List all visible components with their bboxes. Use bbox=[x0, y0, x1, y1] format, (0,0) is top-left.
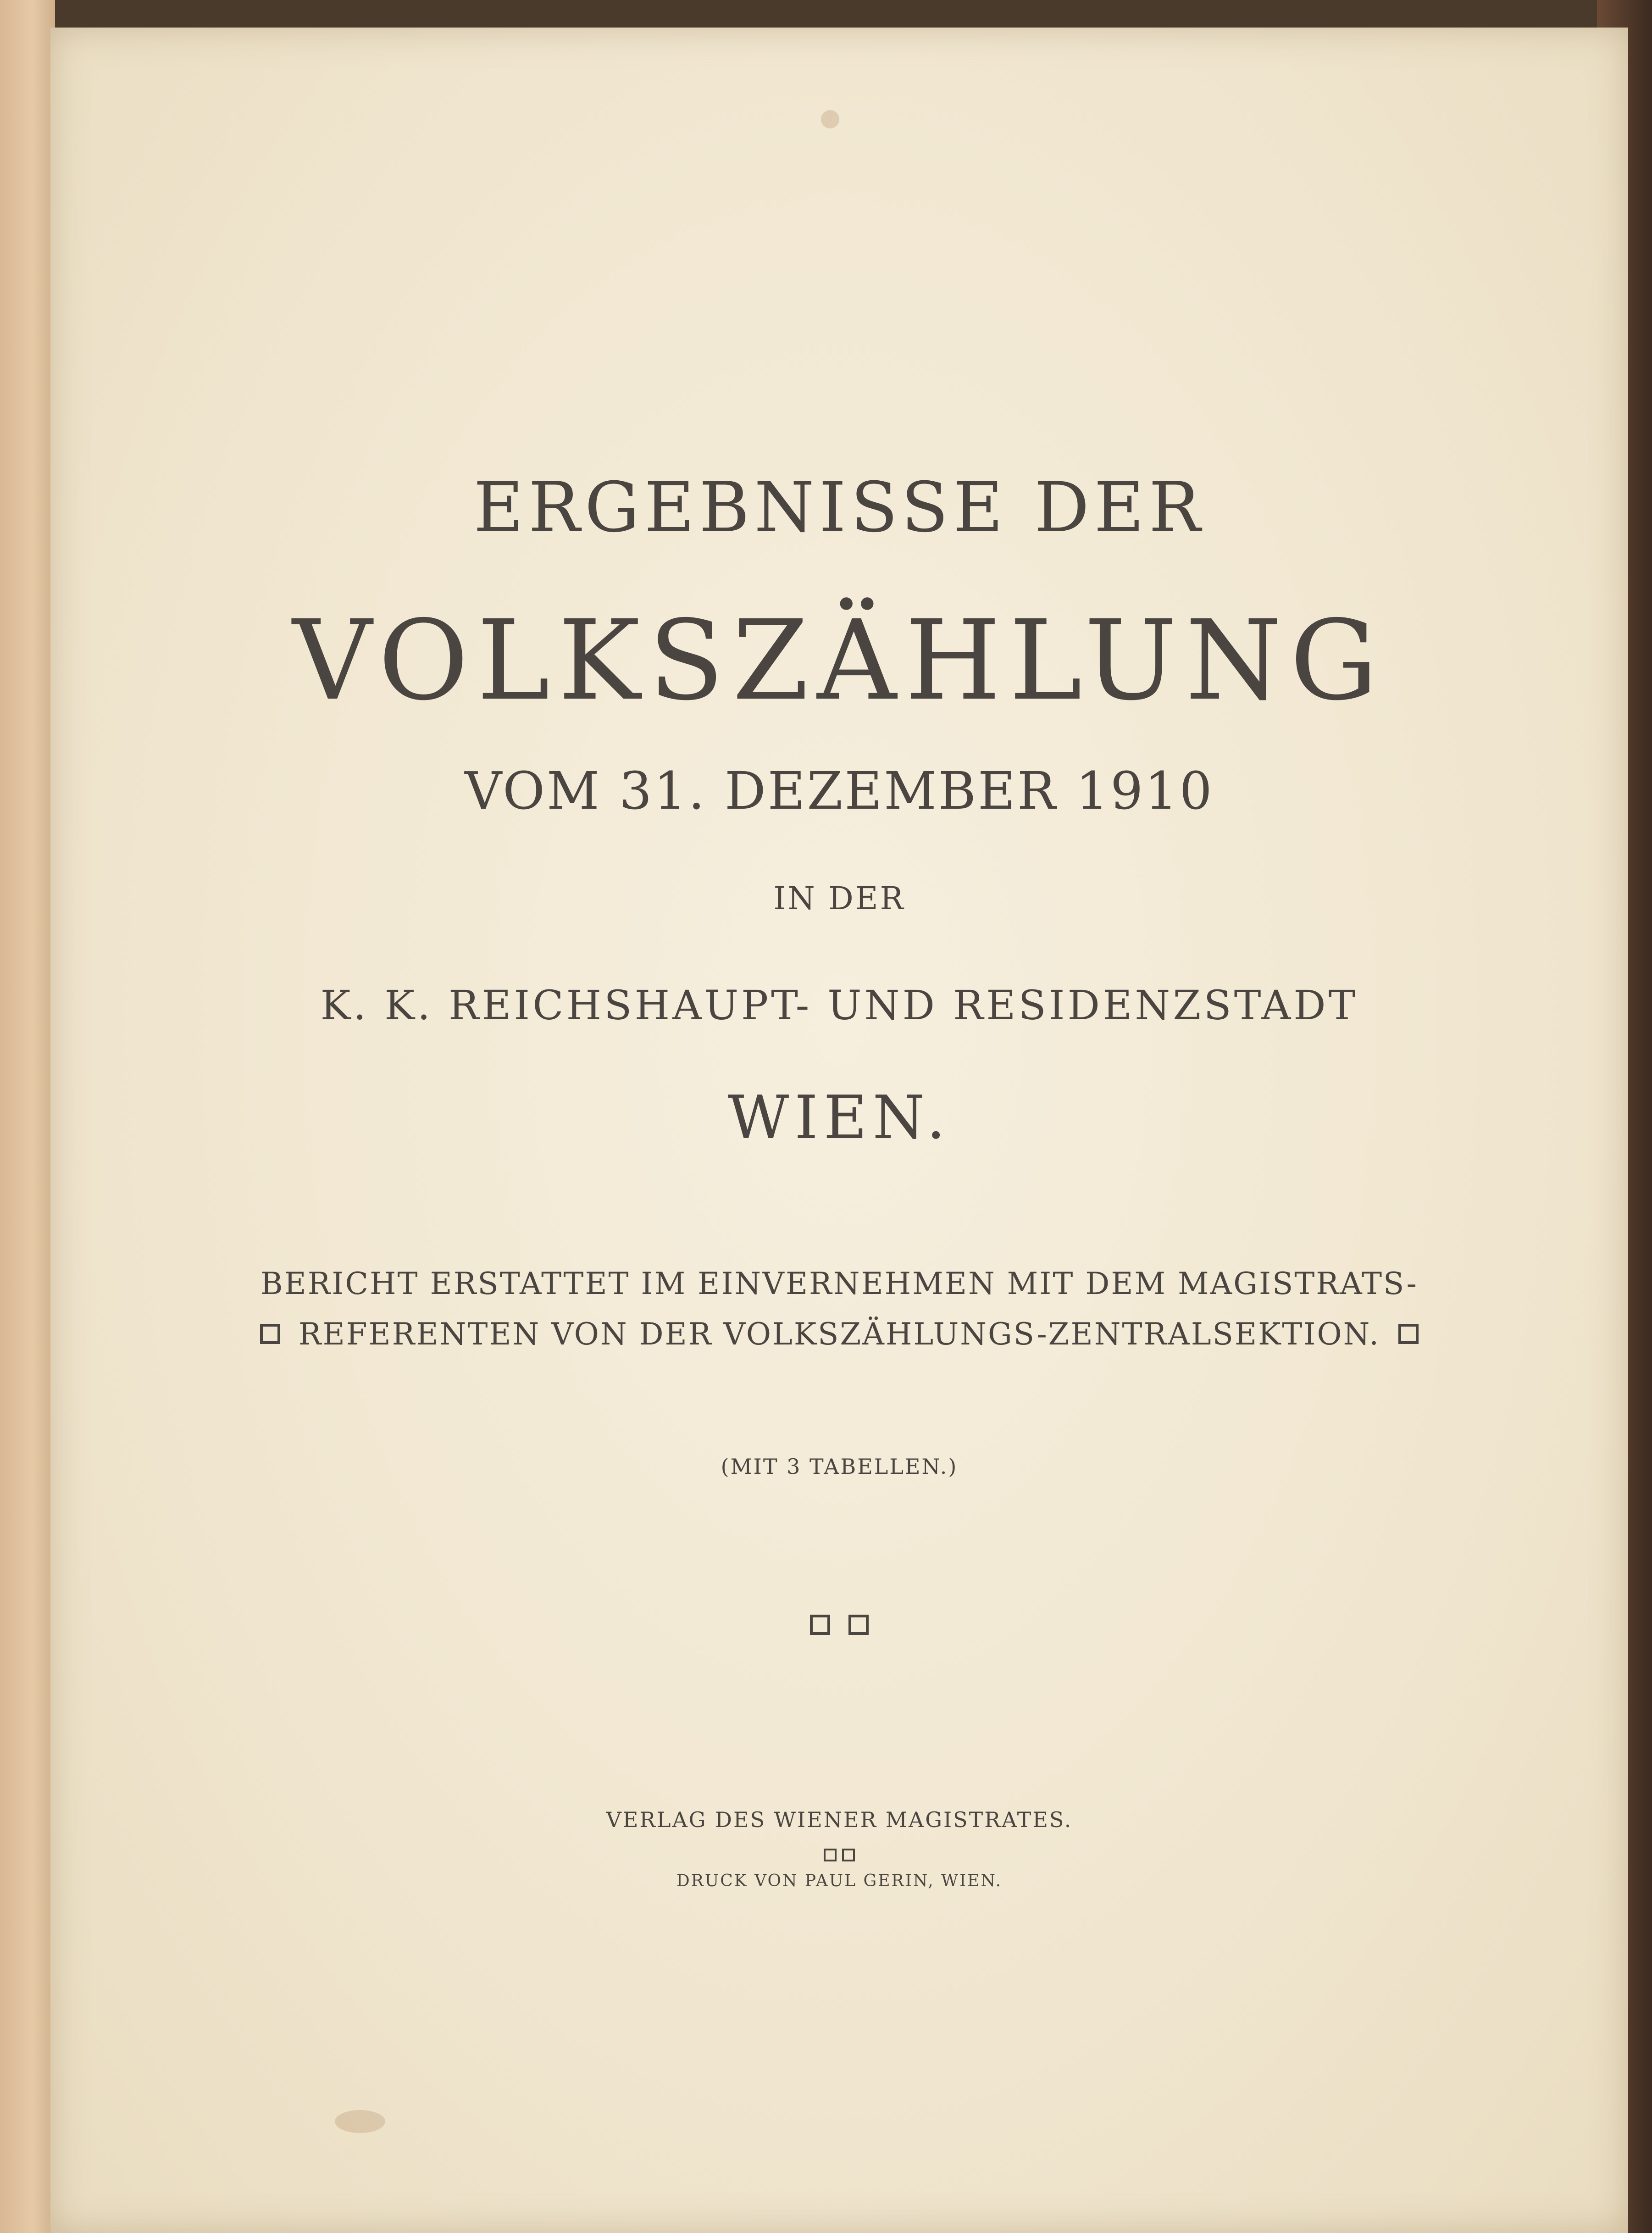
title-page bbox=[50, 28, 1628, 2233]
ornament-divider bbox=[50, 1615, 1628, 1635]
ornament-divider-small bbox=[50, 1849, 1628, 1861]
paper-stain bbox=[335, 2110, 385, 2133]
square-ornament-icon bbox=[810, 1615, 830, 1635]
title-main: VOLKSZÄHLUNG bbox=[292, 596, 1386, 725]
square-ornament-icon bbox=[260, 1324, 280, 1344]
city-name: WIEN. bbox=[727, 1083, 951, 1152]
square-ornament-icon bbox=[848, 1615, 869, 1635]
paper-stain bbox=[821, 110, 839, 128]
report-line-2-text: REFERENTEN VON DER VOLKSZÄHLUNGS-ZENTRALSEKTION. bbox=[298, 1316, 1380, 1352]
title-line-1: ERGEBNISSE DER bbox=[473, 468, 1205, 548]
report-line-2 bbox=[50, 1316, 1628, 1352]
location-prefix: IN DER bbox=[773, 881, 905, 917]
title-date: VOM 31. DEZEMBER 1910 bbox=[465, 761, 1214, 821]
printer: DRUCK VON PAUL GERIN, WIEN. bbox=[676, 1872, 1003, 1890]
report-line-1: BERICHT ERSTATTET IM EINVERNEHMEN MIT DEM MAGISTRATS- bbox=[261, 1266, 1418, 1301]
publisher: VERLAG DES WIENER MAGISTRATES. bbox=[606, 1807, 1073, 1832]
square-ornament-icon bbox=[1398, 1324, 1419, 1344]
tables-note: (MIT 3 TABELLEN.) bbox=[721, 1454, 958, 1479]
city-designation: K. K. REICHSHAUPT- UND RESIDENZSTADT bbox=[320, 982, 1358, 1029]
page-left-edge bbox=[0, 0, 55, 2233]
square-ornament-icon bbox=[824, 1849, 837, 1861]
square-ornament-icon bbox=[842, 1849, 855, 1861]
